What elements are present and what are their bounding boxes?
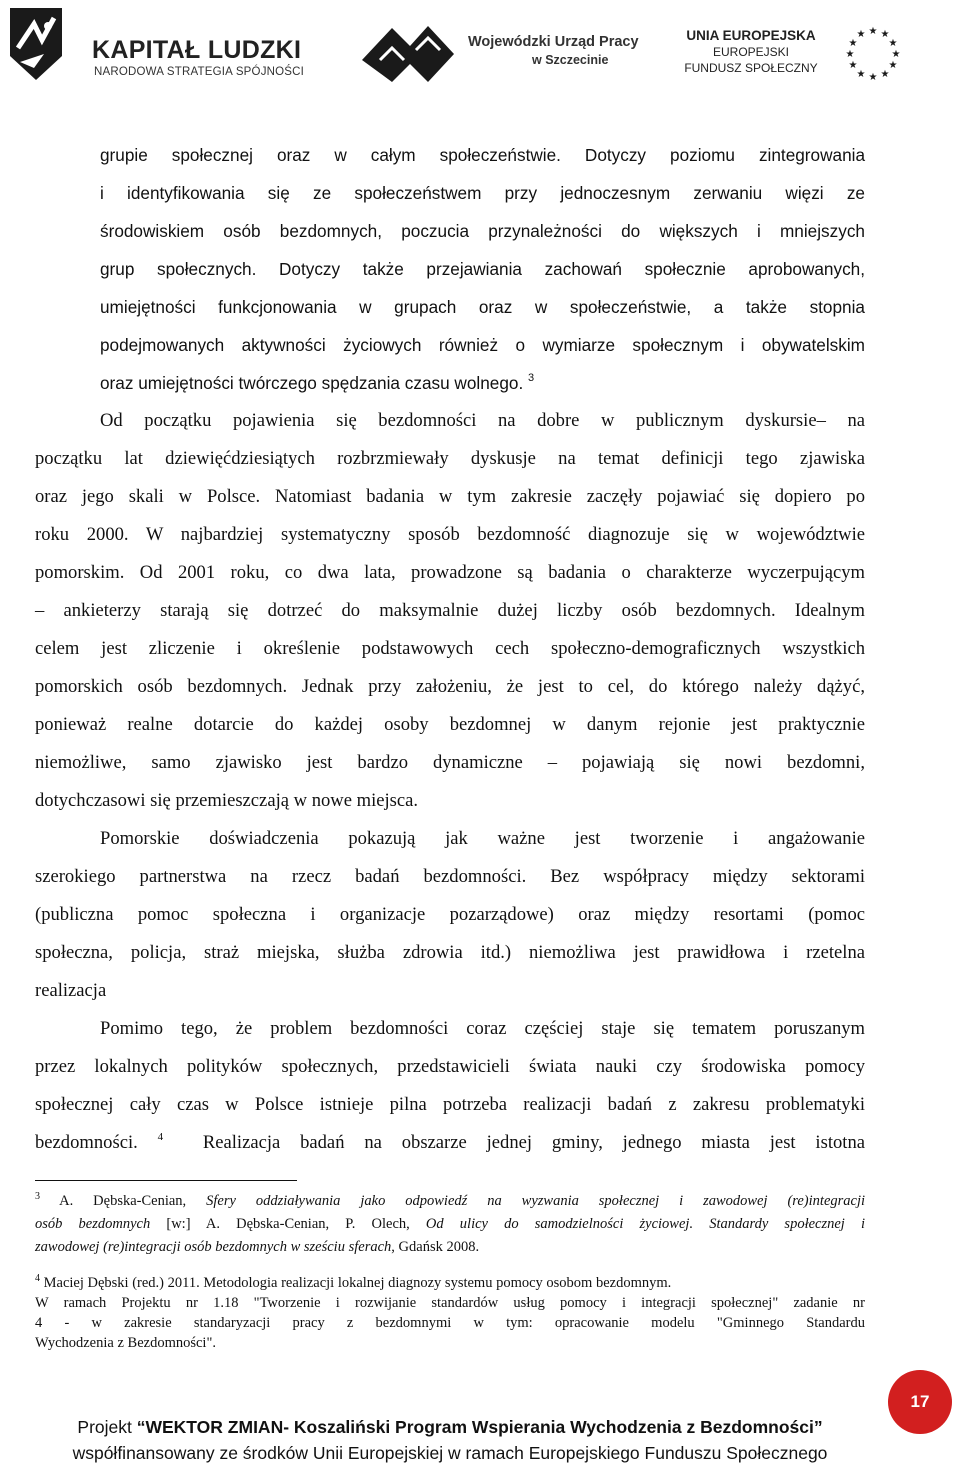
footnote-3-line xyxy=(35,1190,865,1213)
footnote-4-line: Wychodzenia z Bezdomności". xyxy=(35,1335,216,1351)
text-line: niemożliwe, samo zjawisko jest bardzo dynamiczne – pojawiają się nowi bezdomni, xyxy=(35,752,865,773)
svg-text:★: ★ xyxy=(868,72,878,82)
page-header xyxy=(0,0,960,100)
text-line: podejmowanych aktywności życiowych również o wymiarze społecznym i obywatelskim xyxy=(100,335,865,355)
text-line: dotychczasowi się przemieszczają w nowe miejsca. xyxy=(35,790,419,811)
svg-text:★: ★ xyxy=(856,29,866,40)
footnote-text: Maciej Dębski (red.) 2011. Metodologia realizacji lokalnej diagnozy systemu pomocy osobom bezdomnym. xyxy=(43,1275,672,1291)
footnote-title: Od ulicy do samodzielności życiowej. Standardy społecznej i xyxy=(425,1216,866,1232)
footnote-number: 3 xyxy=(35,1191,40,1202)
wup-title: Wojewódzki Urząd Pracy xyxy=(468,34,639,50)
wup-subtitle: w Szczecinie xyxy=(532,53,609,67)
text-line: celem jest zliczenie i określenie podstawowych cech społeczno-demograficznych wszystkich xyxy=(35,638,865,659)
footnote-place: , Gdańsk 2008. xyxy=(391,1239,480,1255)
text-line: – ankieterzy starają się dotrzeć do maksymalnie dużej liczby osób bezdomnych. Idealnym xyxy=(35,600,865,621)
footnote-ref-4: 4 xyxy=(157,1131,164,1143)
eu-line3: FUNDUSZ SPOŁECZNY xyxy=(684,61,818,75)
text-line: społecznej cały czas w Polsce istnieje pilna potrzeba realizacji badań z zakresu problematyki xyxy=(35,1094,865,1115)
footnote-source: [w:] A. Dębska-Cenian, P. Olech, xyxy=(166,1216,410,1232)
text-line: realizacja xyxy=(35,980,107,1001)
footnote-4-line: 4 - w zakresie standaryzacji pracy z bezdomnymi w tym: opracowanie modelu "Gminnego Standardu xyxy=(35,1315,865,1331)
text-line xyxy=(35,1124,865,1162)
kapital-ludzki-logo-icon xyxy=(4,4,68,84)
text-line: (publiczna pomoc społeczna i organizacje pozarządowe) oraz między resortami (pomoc xyxy=(35,904,865,925)
eu-fund-label xyxy=(684,28,818,76)
kapital-ludzki-subtitle: NARODOWA STRATEGIA SPÓJNOŚCI xyxy=(94,66,305,78)
footnote-number: 4 xyxy=(35,1273,40,1284)
paragraph-start: Pomorskie doświadczenia pokazują jak ważne jest tworzenie i angażowanie xyxy=(100,828,865,849)
svg-text:★: ★ xyxy=(848,60,858,71)
footnote-divider xyxy=(35,1180,297,1181)
page-footer xyxy=(0,1414,900,1466)
svg-text:★: ★ xyxy=(848,38,858,49)
footer-line2: współfinansowany ze środków Unii Europejskiej w ramach Europejskiego Funduszu Społecznego xyxy=(72,1443,828,1463)
footnote-4-line xyxy=(35,1273,865,1293)
wup-logo-icon xyxy=(358,20,458,84)
text-line: i identyfikowania się ze społeczeństwem przy jednoczesnym zerwaniu więzi ze xyxy=(100,183,865,203)
footer-project-name: “WEKTOR ZMIAN- Koszaliński Program Wspierania Wychodzenia z Bezdomności” xyxy=(136,1417,823,1437)
svg-text:★: ★ xyxy=(880,69,890,80)
svg-text:★: ★ xyxy=(888,60,898,71)
text-line: początku lat dziewięćdziesiątych rozbrzmiewały dyskusje na temat definicji tego zjawiska xyxy=(35,448,865,469)
footnote-3-line xyxy=(35,1236,865,1259)
eu-stars-icon xyxy=(843,22,903,82)
paragraph-start: Pomimo tego, że problem bezdomności coraz częściej staje się tematem poruszanym xyxy=(100,1018,865,1039)
eu-line1: UNIA EUROPEJSKA xyxy=(686,28,816,43)
text-line: ponieważ realne dotarcie do każdej osoby bezdomnej w danym rejonie jest praktycznie xyxy=(35,714,865,735)
footnote-title: osób bezdomnych xyxy=(35,1216,151,1232)
text-line: pomorskim. Od 2001 roku, co dwa lata, prowadzone są badania o charakterze wyczerpującym xyxy=(35,562,865,583)
footer-line1 xyxy=(0,1414,900,1440)
text-line: roku 2000. W najbardziej systematyczny sposób bezdomność diagnozuje się w województwie xyxy=(35,524,865,545)
svg-text:★: ★ xyxy=(845,49,855,60)
text-line: oraz jego skali w Polsce. Natomiast badania w tym zakresie zaczęły pojawiać się dopiero po xyxy=(35,486,865,507)
footnote-4-line: W ramach Projektu nr 1.18 "Tworzenie i rozwijanie standardów usług pomocy i integracji społecznej" zadanie nr xyxy=(35,1295,865,1311)
svg-text:★: ★ xyxy=(891,49,901,60)
text-line: umiejętności funkcjonowania w grupach oraz w społeczeństwie, a także stopnia xyxy=(100,297,865,317)
footer-prefix: Projekt xyxy=(77,1417,137,1437)
text-line xyxy=(35,364,865,402)
text-line: społeczna, policja, straż miejska, służba zdrowia itd.) niemożliwa jest prawidłowa i rzetelna xyxy=(35,942,865,963)
text-fragment: Realizacja badań na obszarze jednej gminy, jednego miasta jest istotna xyxy=(202,1132,866,1153)
footnote-ref-3: 3 xyxy=(528,372,535,384)
text-fragment: bezdomności. xyxy=(35,1132,138,1153)
footnote-title: Sfery oddziaływania jako odpowiedź na wyzwania społecznej i zawodowej (re)integracji xyxy=(206,1193,866,1209)
text-line: pomorskich osób bezdomnych. Jednak przy założeniu, że jest to cel, do którego należy dążyć, xyxy=(35,676,865,697)
svg-text:★: ★ xyxy=(888,38,898,49)
footnote-author: A. Dębska-Cenian, xyxy=(59,1193,187,1209)
kapital-ludzki-title: KAPITAŁ LUDZKI xyxy=(92,36,302,64)
svg-text:★: ★ xyxy=(880,29,890,40)
text-line: środowiskiem osób bezdomnych, poczucia przynależności do większych i mniejszych xyxy=(100,221,865,241)
main-text xyxy=(35,136,865,1162)
paragraph-start: Od początku pojawienia się bezdomności na dobre w publicznym dyskursie– na xyxy=(100,410,865,431)
text-line: przez lokalnych polityków społecznych, przedstawicieli świata nauki czy środowiska pomocy xyxy=(35,1056,865,1077)
text-fragment: oraz umiejętności twórczego spędzania czasu wolnego. xyxy=(100,373,524,393)
text-line: grupie społecznej oraz w całym społeczeństwie. Dotyczy poziomu zintegrowania xyxy=(100,145,865,165)
svg-text:★: ★ xyxy=(856,69,866,80)
footnote-title: zawodowej (re)integracji osób bezdomnych w sześciu sferach xyxy=(35,1239,392,1255)
text-line: grup społecznych. Dotyczy także przejawiania zachowań społecznie aprobowanych, xyxy=(100,259,865,279)
svg-text:★: ★ xyxy=(868,26,878,37)
eu-line2: EUROPEJSKI xyxy=(712,45,790,59)
page-number-badge: 17 xyxy=(888,1370,952,1434)
footnote-3-line xyxy=(35,1213,865,1236)
footnotes xyxy=(35,1190,865,1353)
text-line: szerokiego partnerstwa na rzecz badań bezdomności. Bez współpracy między sektorami xyxy=(35,866,865,887)
